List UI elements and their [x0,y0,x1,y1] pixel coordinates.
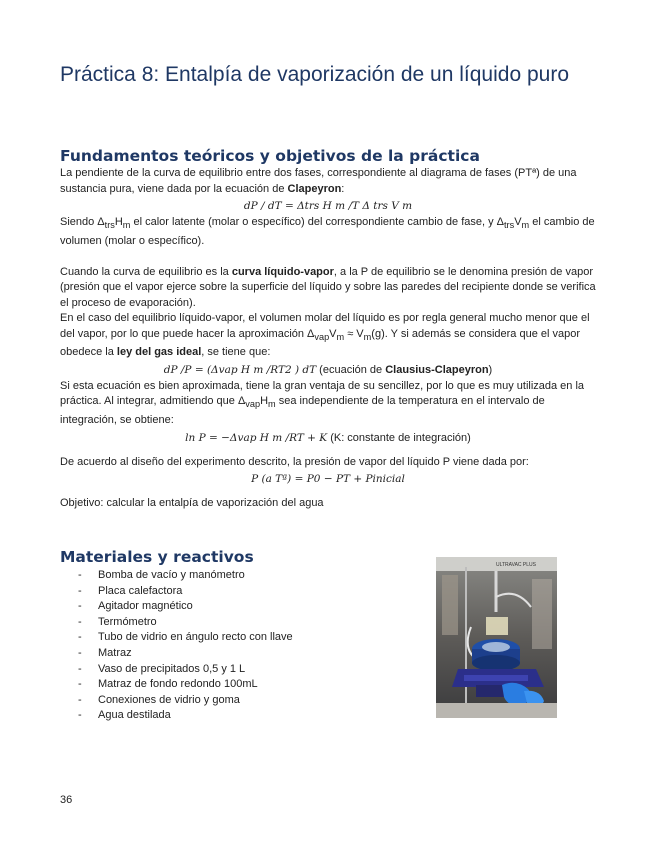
section-body-fundamentos [60,166,596,512]
equation-clapeyron: dP / dT = Δtrs H m /T Δ trs V m [243,200,413,212]
lab-setup-photo [436,557,557,718]
list-item: - Bomba de vacío y manómetro [78,569,245,581]
equation-integrated: ln P = −Δvap H m /RT + K (K: constante de integración) [185,431,471,444]
section-heading-fundamentos: Fundamentos teóricos y objetivos de la práctica [60,147,480,165]
paragraph-experiment-pressure: De acuerdo al diseño del experimento descrito, la presión de vapor del líquido P viene dada por: [60,455,529,468]
list-item: - Placa calefactora [78,584,183,597]
paragraph-vapor-pressure: Cuando la curva de equilibrio es la curva líquido-vapor, a la P de equilibrio se le denomina presión de vapor (presión que el vapor ejerce sobre la superficie del líquido y sobre las paredes del recipiente donde se verifica el proceso de evaporación). [60,265,596,309]
list-item: - Matraz de fondo redondo 100mL [78,678,258,691]
list-item: - Conexiones de vidrio y goma [78,693,240,706]
lab-setup-illustration [436,557,557,718]
section-heading-materiales: Materiales y reactivos [60,548,254,566]
paragraph-integration: Si esta ecuación es bien aproximada, tiene la gran ventaja de su sencillez, por lo que es muy utilizada en la práctica. Al integrar, admitiendo que $\Delta_{vap}H_m$ sea independiente de la temperatura en el intervalo de integración, se obtiene: [60,379,585,427]
list-item: - Matraz [78,646,132,659]
list-item: - Agua destilada [78,709,171,722]
paragraph-approximation: En el caso del equilibrio líquido-vapor, el volumen molar del líquido es por regla general mucho menor que el del vapor, por lo que puede hacer la aproximación $\Delta_{vap}V_m \approx V_m(g)$. Y si además se considera que el vapor obedece la ley del gas ideal, se tiene que: [60,312,590,359]
page-number: 36 [60,794,73,806]
list-item: - Vaso de precipitados 0,5 y 1 L [78,662,246,675]
paragraph-definitions: Siendo $\Delta_{trs}H_m$ el calor latente (molar o específico) del correspondiente cambio de fase, y $\Delta_{trs}V_m$ el cambio de volumen (molar o específico). [60,216,595,247]
list-item: - Termómetro [78,615,157,628]
materials-list [60,568,293,724]
list-item: - Agitador magnético [78,600,193,613]
equation-clausius-clapeyron: dP /P = (Δvap H m /RT2 ) dT (ecuación de Clausius-Clapeyron) [163,363,493,376]
list-item: - Tubo de vidrio en ángulo recto con llave [78,631,293,644]
page-title: Práctica 8: Entalpía de vaporización de un líquido puro [60,63,569,86]
photo-label: ULTRAVAC PLUS [495,562,536,568]
paragraph-clapeyron: La pendiente de la curva de equilibrio entre dos fases, correspondiente al diagrama de fases (PTª) de una sustancia pura, viene dada por la ecuación de Clapeyron: [60,167,577,195]
equation-vapor-pressure: P (a Tª) = P0 − PT + Pinicial [251,473,405,486]
paragraph-objective: Objetivo: calcular la entalpía de vaporización del agua [60,497,324,510]
